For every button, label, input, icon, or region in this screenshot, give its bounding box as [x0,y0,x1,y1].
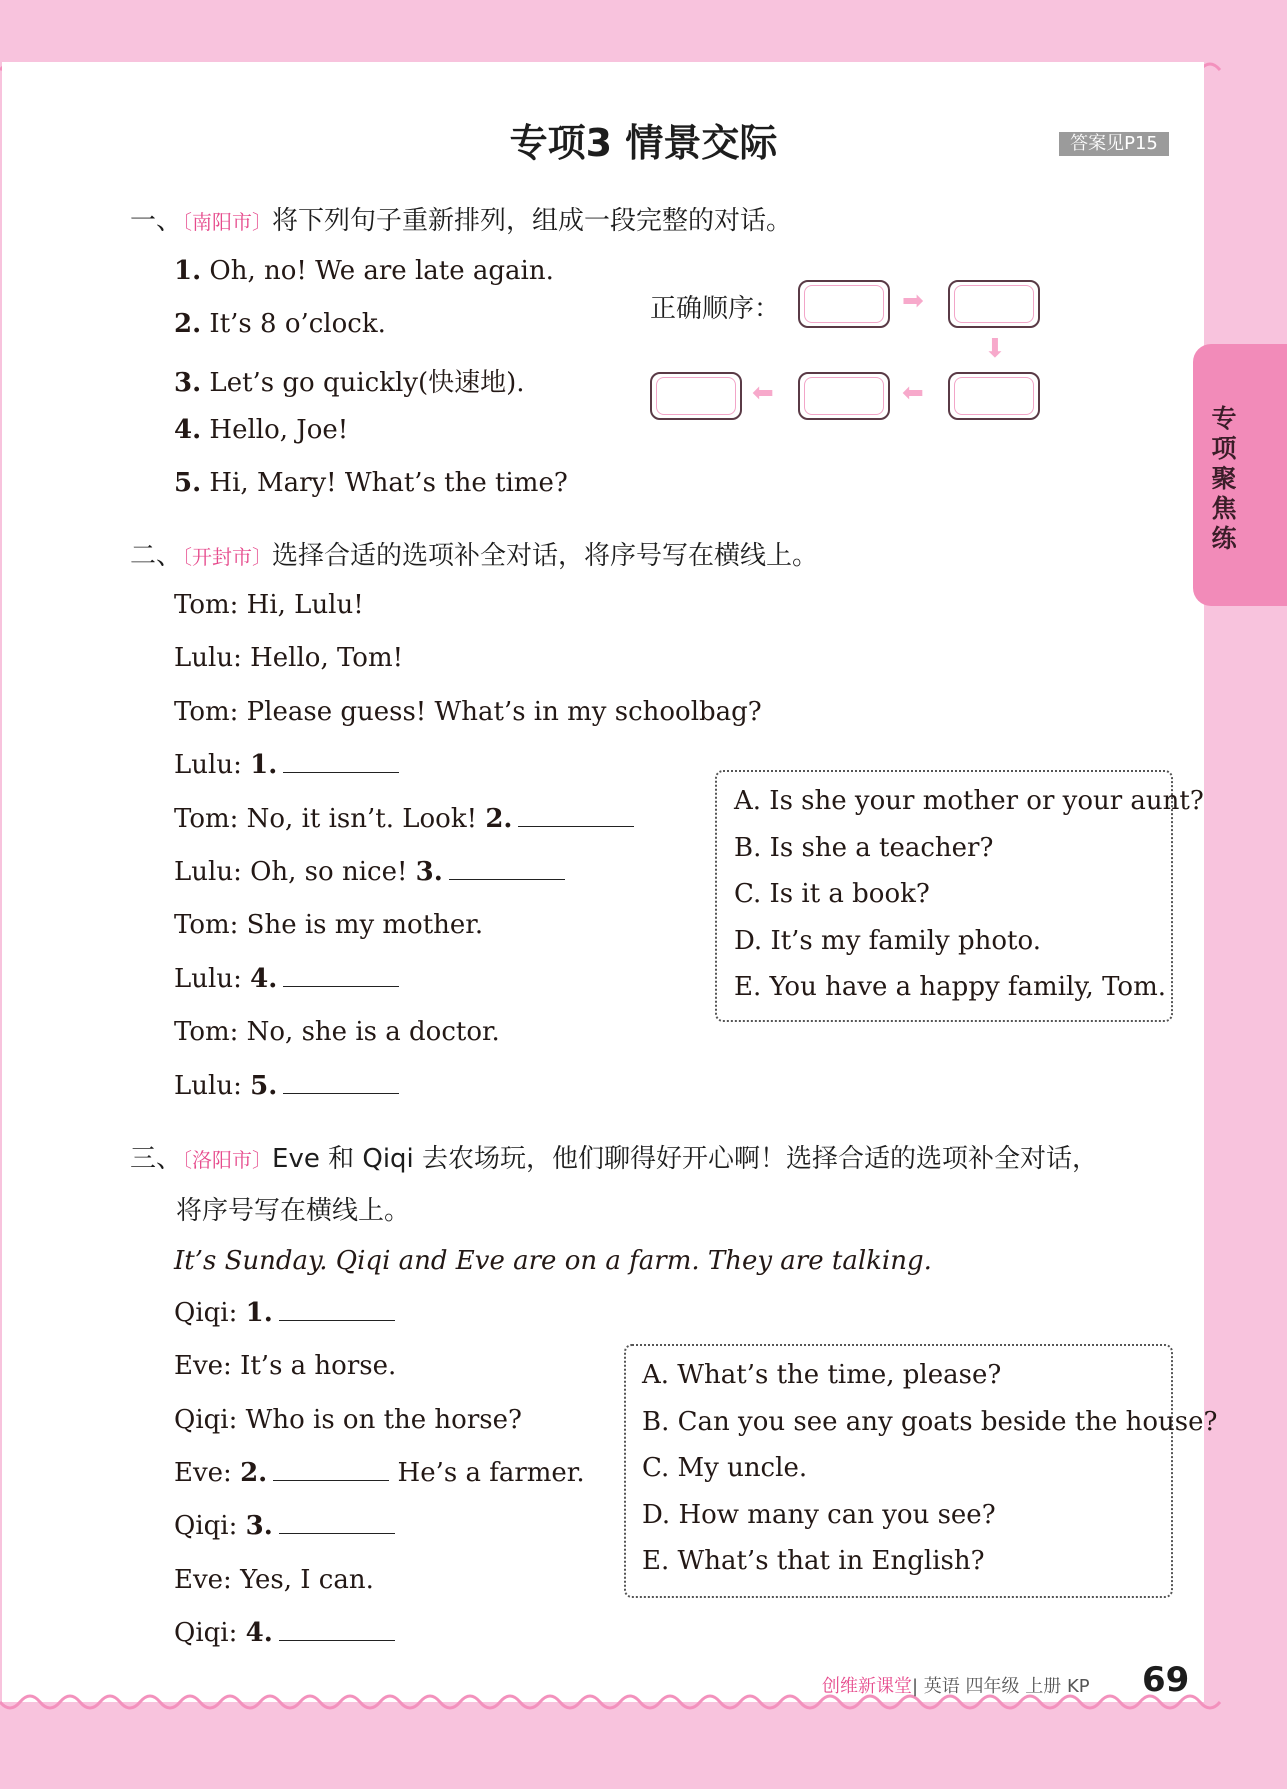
dialogue-line [174,1405,522,1435]
sentence-number: 3. [174,368,202,398]
answer-blank[interactable] [273,1460,389,1481]
sentence-item [174,415,348,445]
dialogue-text: Tom: She is my mother. [174,910,484,941]
section2-heading [130,535,818,572]
dialogue-text: Qiqi: [174,1617,246,1648]
dialogue-line [174,1565,374,1595]
answer-blank[interactable] [279,1620,395,1641]
dialogue-line [174,1351,396,1381]
sentence-text: Hello, Joe! [209,415,349,445]
dialogue-text: Eve: [174,1457,241,1488]
answer-blank[interactable] [283,1073,399,1094]
blank-number: 3. [245,1511,273,1542]
page-number: 69 [1142,1660,1190,1700]
dialogue-text: Eve: Yes, I can. [174,1564,374,1595]
sentence-item [174,256,554,286]
option-item: B. Is she a teacher? [734,832,994,863]
dialogue-line [174,1618,395,1648]
section3-heading [130,1138,1098,1175]
blank-number: 4. [245,1617,273,1648]
sentence-number: 5. [174,468,202,498]
dialogue-text: Lulu: [174,1070,251,1101]
order-label: 正确顺序： [650,294,781,324]
option-item: D. How many can you see? [642,1499,996,1530]
footer-info: | 英语 四年级 上册 KP [912,1676,1090,1697]
option-item: D. It’s my family photo. [734,925,1041,956]
blank-number: 5. [250,1070,278,1101]
option-item: A. What’s the time, please? [642,1360,1002,1390]
dialogue-text: Tom: Hi, Lulu! [174,590,364,620]
option-item: B. Can you see any goats beside the house? [642,1406,1218,1437]
order-box-5[interactable] [650,372,742,420]
blank-number: 2. [485,803,513,834]
answer-blank[interactable] [518,806,634,827]
sentence-text: Let’s go quickly(快速地). [209,368,525,398]
section3-instruction: Eve 和 Qiqi 去农场玩，他们聊得好开心啊！选择合适的选项补全对话， [272,1144,1099,1174]
sentence-text: Oh, no! We are late again. [209,256,554,286]
dialogue-text: Qiqi: [174,1298,246,1328]
arrow-left-icon: ⬅ [752,378,774,408]
dialogue-line [174,1071,399,1101]
option-item: E. You have a happy family, Tom. [734,972,1166,1002]
section3-number: 三、 [130,1144,183,1174]
section3-instruction-line2: 将序号写在横线上。 [176,1196,411,1226]
dialogue-line [174,697,762,727]
dialogue-text: Tom: Please guess! What’s in my schoolbag? [174,696,762,727]
section2-instruction: 选择合适的选项补全对话，将序号写在横线上。 [272,541,819,571]
dialogue-line [174,857,565,887]
blank-number: 2. [240,1457,268,1488]
dialogue-line [174,590,364,620]
arrow-left-icon: ⬅ [902,378,924,408]
answer-blank[interactable] [279,1300,395,1321]
sentence-number: 1. [174,256,202,286]
order-box-1[interactable] [798,280,890,328]
dialogue-line [174,1298,395,1328]
arrow-right-icon: ➡ [902,286,924,316]
dialogue-line [174,1511,395,1541]
blank-number: 1. [250,750,278,781]
section2-region: 〔开封市〕 [182,545,273,569]
section1-heading [130,200,792,237]
blank-number: 4. [250,963,278,994]
sentence-text: It’s 8 o’clock. [209,309,386,339]
option-item: C. My uncle. [642,1453,808,1483]
blank-number: 3. [415,857,443,887]
dialogue-line [174,750,399,780]
dialogue-text: Eve: It’s a horse. [174,1351,397,1382]
answer-blank[interactable] [279,1513,395,1534]
dialogue-text: Qiqi: [174,1511,246,1542]
dialogue-line [174,910,483,940]
answer-blank[interactable] [283,966,399,987]
dialogue-line [174,804,634,834]
section1-number: 一、 [130,206,183,236]
sentence-item [174,309,386,339]
section3-scene: It’s Sunday. Qiqi and Eve are on a farm. They are talking. [174,1246,932,1276]
order-box-2[interactable] [948,280,1040,328]
dialogue-after-text: He’s a farmer. [389,1457,585,1488]
answer-blank[interactable] [283,752,399,773]
side-tab-label: 专项聚焦练 [1211,404,1237,553]
sentence-number: 4. [174,415,202,445]
option-item: A. Is she your mother or your aunt? [734,786,1204,816]
sentence-number: 2. [174,309,202,339]
arrow-down-icon: ⬇ [984,334,1006,364]
footer-brand-name: 创维新课堂 [822,1676,912,1697]
option-item: E. What’s that in English? [642,1546,985,1576]
section3-region: 〔洛阳市〕 [182,1148,273,1172]
blank-number: 1. [245,1298,273,1328]
dialogue-text: Lulu: [174,750,251,781]
dialogue-line [174,643,403,673]
dialogue-line [174,1017,500,1047]
dialogue-line [174,964,399,994]
dialogue-text: Tom: No, she is a doctor. [174,1017,500,1048]
section1-instruction: 将下列句子重新排列，组成一段完整的对话。 [272,206,793,236]
answer-reference-badge: 答案见P15 [1059,132,1169,156]
dialogue-text: Lulu: Hello, Tom! [174,643,404,674]
page-title: 专项3 情景交际 [509,121,778,165]
dialogue-text: Tom: No, it isn’t. Look! [174,803,486,834]
dialogue-text: Lulu: [174,963,251,994]
footer-brand [822,1672,1090,1698]
sentence-item [174,468,568,498]
option-item: C. Is it a book? [734,879,930,909]
sentence-text: Hi, Mary! What’s the time? [209,468,568,498]
dialogue-text: Lulu: Oh, so nice! [174,857,416,887]
bottom-wave-border [0,1690,1287,1720]
dialogue-line [174,1458,585,1488]
sentence-item [174,362,525,399]
order-box-3[interactable] [948,372,1040,420]
dialogue-text: Qiqi: Who is on the horse? [174,1404,522,1435]
answer-blank[interactable] [449,859,565,880]
section1-region: 〔南阳市〕 [182,210,273,234]
section2-number: 二、 [130,541,183,571]
order-box-4[interactable] [798,372,890,420]
